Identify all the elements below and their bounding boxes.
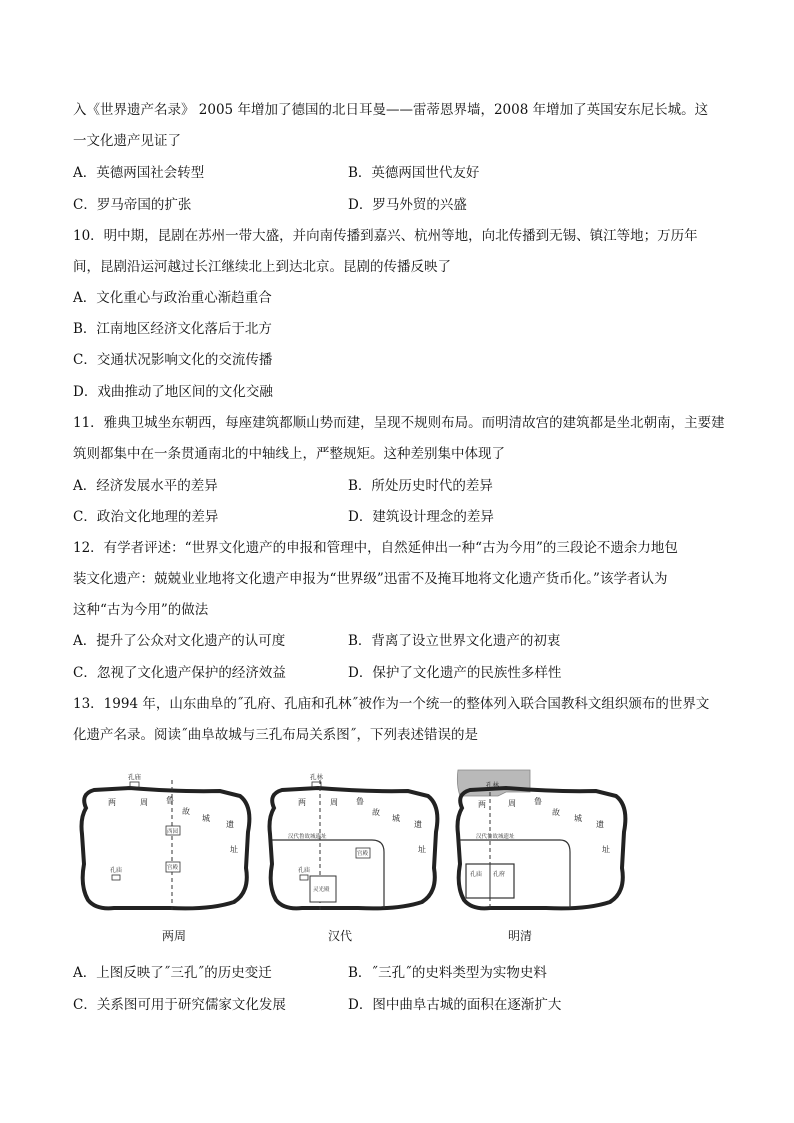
map1-wall-char-1: 两 (108, 798, 116, 807)
q10-option-b: B．江南地区经济文化落后于北方 (73, 321, 272, 337)
q10-stem-line1: 10．明中期，昆剧在苏州一带大盛，并向南传播到嘉兴、杭州等地，向北传播到无锡、镇江等地；万历年 (73, 228, 698, 244)
q10-option-d: D．戏曲推动了地区间的文化交融 (73, 384, 273, 400)
q13-stem-line1: 13．1994 年，山东曲阜的˝孔府、孔庙和孔林˝被作为一个统一的整体列入联合国教科文组织颁布的世界文 (73, 696, 710, 712)
q11-stem-line2: 筑则都集中在一条贯通南北的中轴线上，严整规矩。这种差别集中体现了 (73, 446, 505, 462)
map1-wall-char-5: 城 (202, 814, 210, 823)
map2-left-label: 孔庙 (298, 867, 311, 874)
map1-city-wall (82, 788, 250, 908)
map2-left-box (300, 875, 308, 880)
q11-option-d: D．建筑设计理念的差异 (348, 509, 494, 525)
q9-option-b: B．英德两国世代友好 (348, 165, 480, 181)
map2-wall-char-4: 故 (372, 808, 380, 817)
q9-option-d: D．罗马外贸的兴盛 (348, 197, 467, 213)
map2-wall-char-3: 鲁 (356, 797, 364, 806)
q13-option-a: A．上图反映了˝三孔˝的历史变迁 (73, 965, 272, 981)
map1-wall-char-2: 周 (140, 798, 148, 807)
map3-wall-char-5: 城 (574, 814, 582, 823)
q12-option-a: A．提升了公众对文化遗产的认可度 (73, 633, 286, 649)
map2-wall-char-5: 城 (392, 814, 400, 823)
map1-box1-label: 西园 (167, 829, 179, 835)
map3-top-label: 孔林 (486, 781, 499, 789)
q9-option-c: C．罗马帝国的扩张 (73, 197, 192, 213)
map1-wall-char-7: 址 (230, 845, 238, 854)
map2-caption: 汉代 (328, 929, 353, 943)
map1-caption: 两周 (162, 929, 187, 943)
map3-caption: 明清 (508, 929, 533, 943)
q12-stem-line2: 装文化遗产：兢兢业业地将文化遗产申报为“世界级”迅雷不及掩耳地将文化遗产货币化。”该学者认为 (73, 571, 668, 587)
q12-option-d: D．保护了文化遗产的民族性多样性 (348, 665, 562, 681)
qufu-maps-svg (70, 768, 650, 950)
map1-wall-char-4: 故 (182, 807, 190, 816)
map1-top-label: 孔庙 (128, 773, 141, 781)
q12-stem-line1: 12．有学者评述：“世界文化遗产的申报和管理中，自然延伸出一种“古为今用”的三段论不遗余力地包 (73, 540, 678, 556)
map-handai (270, 772, 438, 943)
map2-wall-char-7: 址 (418, 845, 426, 854)
map3-box1-label: 孔府 (493, 871, 506, 878)
map3-han-label: 汉代鲁故城遗址 (476, 834, 515, 840)
q11-option-c: C．政治文化地理的差异 (73, 509, 219, 525)
map2-wall-char-2: 周 (330, 798, 338, 807)
q10-stem-line2: 间，昆剧沿运河越过长江继续北上到达北京。昆剧的传播反映了 (73, 259, 451, 275)
map3-wall-char-6: 遗 (596, 820, 604, 829)
map1-wall-char-3: 鲁 (166, 796, 174, 805)
q13-stem-line2: 化遗产名录。阅读˝曲阜故城与三孔布局关系图˝，下列表述错误的是 (73, 727, 478, 743)
q11-stem-line1: 11．雅典卫城坐东朝西，每座建筑都顺山势而建，呈现不规则布局。而明清故宫的建筑都是坐北朝南，主要建 (73, 415, 725, 431)
q9-stem-line2: 一文化遗产见证了 (73, 133, 181, 149)
map3-wall-char-4: 故 (552, 808, 560, 817)
map1-wall-char-6: 遗 (226, 820, 234, 829)
map-mingqing (457, 770, 625, 943)
map1-left-box (112, 875, 120, 880)
map1-box2-label: 宫殿 (167, 865, 179, 871)
map3-wall-char-7: 址 (602, 845, 610, 854)
qufu-layout-figure (70, 768, 650, 950)
q9-option-a: A．英德两国社会转型 (73, 165, 205, 181)
map2-city-wall (270, 788, 438, 908)
q12-option-b: B．背离了设立世界文化遗产的初衷 (348, 633, 561, 649)
q10-option-a: A．文化重心与政治重心渐趋重合 (73, 290, 272, 306)
q10-option-c: C．交通状况影响文化的交流传播 (73, 352, 273, 368)
map1-left-label: 孔庙 (110, 867, 123, 874)
map2-wall-char-1: 两 (298, 798, 306, 807)
q12-stem-line3: 这种“古为今用”的做法 (73, 602, 209, 618)
map2-box2-label: 灵光殿 (313, 887, 330, 893)
map3-wall-char-1: 两 (478, 800, 486, 809)
q11-option-b: B．所处历史时代的差异 (348, 478, 493, 494)
map2-box1-label: 宫殿 (357, 851, 369, 857)
q11-option-a: A．经济发展水平的差异 (73, 478, 218, 494)
q13-option-c: C．关系图可用于研究儒家文化发展 (73, 997, 286, 1013)
map2-top-label: 孔林 (310, 773, 323, 781)
map3-wall-char-3: 鲁 (534, 797, 542, 806)
q9-stem-line1: 入《世界遗产名录》 2005 年增加了德国的北日耳曼——雷蒂恩界墙，2008 年增加了英国安东尼长城。这 (73, 102, 709, 118)
map2-wall-char-6: 遗 (414, 820, 422, 829)
q13-option-b: B．˝三孔˝的史料类型为实物史料 (348, 965, 547, 981)
map3-wall-char-2: 周 (508, 799, 516, 808)
map-liangzhou (82, 772, 250, 943)
map3-left-label: 孔庙 (470, 871, 483, 878)
q12-option-c: C．忽视了文化遗产保护的经济效益 (73, 665, 286, 681)
map2-han-label: 汉代鲁故城遗址 (288, 834, 327, 840)
q13-option-d: D．图中曲阜古城的面积在逐渐扩大 (348, 997, 562, 1013)
